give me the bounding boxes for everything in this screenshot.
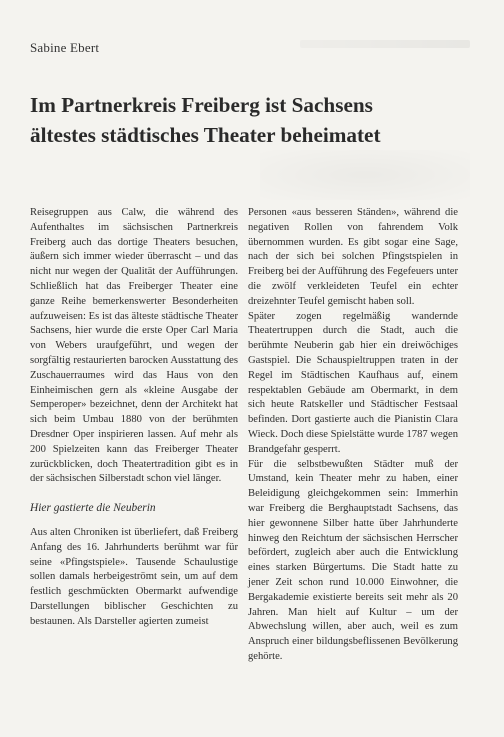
left-column [30,206,238,630]
title-line-1: Im Partnerkreis Freiberg ist Sachsens [30,93,373,117]
author-name: Sabine Ebert [30,40,100,55]
left-paragraph-2: Aus alten Chroniken ist überliefert, daß Freiberg Anfang des 16. Jahrhunderts berühmt war für seine «Pfingstspiele». Tausende Schaulustige sollen damals herbeigeströmt sein, um auf dem festlich geschmückten Obermarkt aufwendige Darstellungen biblischer Geschichten zu bestaunen. Als Darsteller agierten zumeist [30,526,238,627]
right-column [248,206,458,665]
left-paragraph-1: Reisegruppen aus Calw, die während des Aufenthaltes im sächsischen Partnerkreis Freiberg auch das dortige Theaters besuchen, äußern sich immer wieder überrascht – und das nicht nur wegen der Qualität der Aufführungen. Schließlich hat das Freiberger Theater eine ganze Reihe bemerkenswerter Besonderheiten aufzuweisen: Es ist das älteste städtische Theater Sachsens, hier wurde die erste Oper Carl Maria von Webers uraufgeführt, und wegen der sorgfältig restaurierten barocken Ausstattung des Zuschauerraumes wird das Haus von den Einheimischen gern als «kleine Ausgabe der Semperoper» bezeichnet, denn der Architekt hat sich beim Umbau 1880 von der berühmten Dresdner Oper inspirieren lassen. Auf mehr als 200 Spielzeiten kann das Freiberger Theater zurückblicken, doch Theatertradition gibt es in der sächsischen Silberstadt schon viel länger. [30,207,238,485]
article-title [30,90,480,150]
show-through-image [260,150,470,200]
right-paragraph-1: Personen «aus besseren Ständen», während die negativen Rollen von fahrendem Volk übernommen wurden. Es gibt sogar eine Sage, nach der sich bei solchen Pfingstspielen in Freiberg bei der Aufführung des Fegefeuers unter die zwölf verkleideten Teufel ein echter dreizehnter Teufel gemischt haben soll. [248,207,458,307]
right-paragraph-2: Später zogen regelmäßig wandernde Theatertruppen durch die Stadt, auch die berühmte Neuberin gab hier ein dreiwöchiges Gastspiel. Die Schauspieltruppen traten in der Regel im Städtischen Kaufhaus auf, einem respektablen Gebäude am Obermarkt, in dem sich heute Ratskeller und Städtischer Festsaal befinden. Dort gastierte auch die Pianistin Clara Wieck. Doch diese Spielstätte wurde 1787 wegen Brandgefahr gesperrt. [248,310,458,455]
show-through-header [300,40,470,48]
title-line-2: ältestes städtisches Theater beheimatet [30,123,381,147]
section-subheading: Hier gastierte die Neuberin [30,502,156,515]
right-paragraph-3: Für die selbstbewußten Städter muß der Umstand, kein Theater mehr zu haben, einer Beleidigung gleichgekommen sein: Immerhin war Freiberg die Berghauptstadt Sachsens, das hier gewonnene Silber hatte über Jahrhunderte hinweg den Reichtum der sächsischen Herrscher befördert, zugleich aber auch die Entwicklung eines starken Bürgertums. Die Stadt hatte zu jener Zeit schon rund 10.000 Einwohner, die Bergakademie existierte bereits seit mehr als 20 Jahren. Man hielt auf Kultur – um der Abwechslung willen, aber auch, weil es zum Anspruch einer bildungsbeflissenen Bevölkerung gehörte. [248,458,458,662]
